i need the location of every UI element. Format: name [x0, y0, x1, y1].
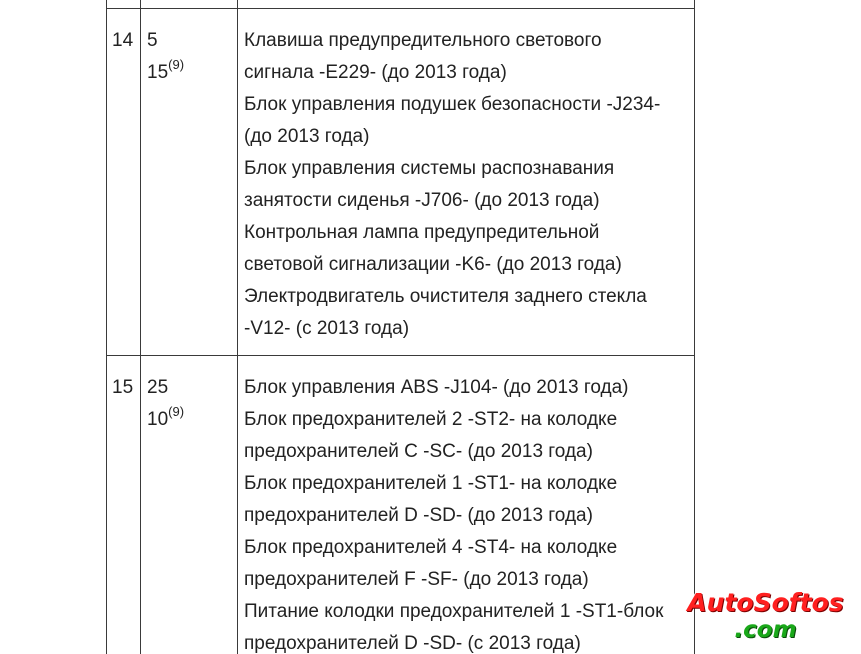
description-line: предохранителей F -SF- (до 2013 года)	[244, 569, 589, 590]
table-row-previous	[107, 0, 695, 9]
description-line: Блок управления системы распознавания	[244, 158, 615, 179]
amperage-cell	[141, 9, 238, 356]
description-line: Блок управления ABS -J104- (до 2013 года)	[244, 377, 629, 398]
amperage-alt	[147, 57, 237, 89]
description-cell	[238, 356, 695, 654]
amperage-alt	[147, 404, 237, 436]
fuse-number-cell	[107, 356, 141, 654]
fuse-number: 15	[112, 377, 134, 398]
description-line: занятости сиденья -J706- (до 2013 года)	[244, 190, 600, 211]
fuse-table-container	[106, 0, 695, 654]
watermark-logo	[683, 589, 848, 643]
description-line: Блок предохранителей 4 -ST4- на колодке	[244, 537, 618, 558]
description-line: световой сигнализации -K6- (до 2013 года)	[244, 254, 622, 275]
watermark-text: AutoSoftos	[687, 588, 844, 617]
cell-empty	[238, 0, 695, 9]
cell-empty	[141, 0, 238, 9]
cell-empty	[107, 0, 141, 9]
footnote-ref: (9)	[168, 56, 185, 72]
fuse-number: 14	[112, 30, 134, 51]
description-line: предохранителей C -SC- (до 2013 года)	[244, 441, 593, 462]
amperage-alt-value: 15	[147, 62, 169, 83]
description-line: предохранителей D -SD- (с 2013 года)	[244, 633, 581, 654]
amperage-value: 25	[147, 377, 169, 398]
description-cell	[238, 9, 695, 356]
description-line: Питание колодки предохранителей 1 -ST1-блок	[244, 601, 664, 622]
description-line: -V12- (с 2013 года)	[244, 318, 410, 339]
description-line: Блок управления подушек безопасности -J234-	[244, 94, 661, 115]
description-line: (до 2013 года)	[244, 126, 370, 147]
table-row	[107, 9, 695, 356]
description-line: предохранителей D -SD- (до 2013 года)	[244, 505, 593, 526]
fuse-table	[106, 0, 695, 654]
description-line: Электродвигатель очистителя заднего стекла	[244, 286, 647, 307]
footnote-ref: (9)	[168, 403, 185, 419]
watermark-domain: .com	[734, 617, 797, 643]
description-line: Клавиша предупредительного светового	[244, 30, 602, 51]
description-line: Контрольная лампа предупредительной	[244, 222, 600, 243]
description-line: сигнала -E229- (до 2013 года)	[244, 62, 507, 83]
description-line: Блок предохранителей 1 -ST1- на колодке	[244, 473, 618, 494]
amperage-cell	[141, 356, 238, 654]
fuse-number-cell	[107, 9, 141, 356]
table-row	[107, 356, 695, 654]
description-line: Блок предохранителей 2 -ST2- на колодке	[244, 409, 618, 430]
amperage-value: 5	[147, 30, 158, 51]
amperage-alt-value: 10	[147, 409, 169, 430]
